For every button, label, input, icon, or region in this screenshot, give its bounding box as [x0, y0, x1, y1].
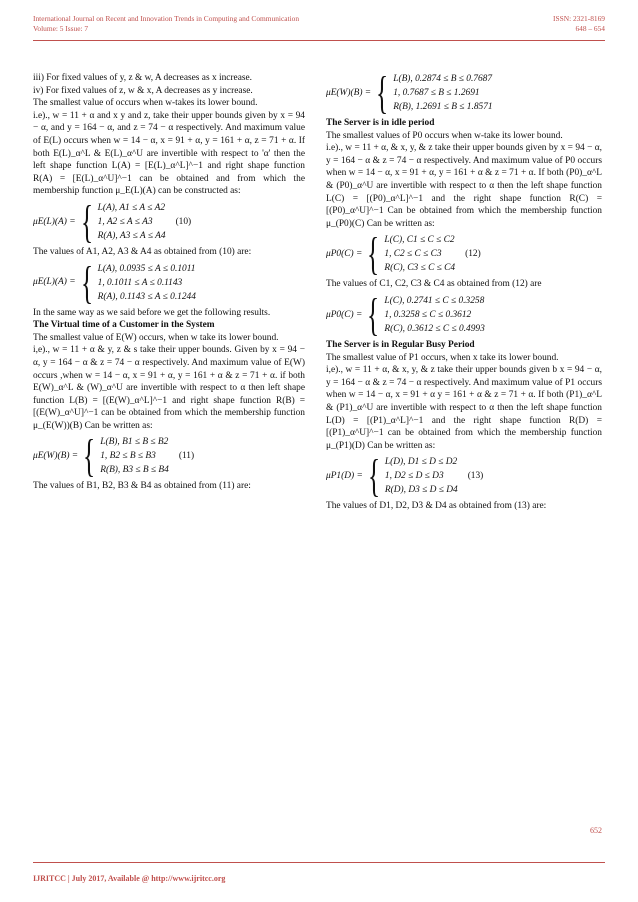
eq10-case1: L(A), A1 ≤ A ≤ A2: [97, 202, 166, 213]
eq10v-case2: 1, 0.1011 ≤ A ≤ 0.1143: [97, 277, 183, 288]
eq12-case3: R(C), C3 ≤ C ≤ C4: [384, 263, 456, 274]
equation-10: [33, 195, 305, 247]
eq12-case2: 1, C2 ≤ C ≤ C3: [384, 249, 442, 260]
section-heading-busy-period: The Server is in Regular Busy Period: [326, 339, 475, 350]
eq12v-case3: R(C), 0.3612 ≤ C ≤ 0.4993: [384, 323, 485, 334]
equation-12-values: [326, 288, 602, 340]
left-p2: iv) For fixed values of z, w & x, A decreases as y increase.: [33, 85, 253, 96]
eq11-brace: {: [83, 430, 96, 482]
eq10-number: (10): [175, 216, 192, 227]
eq10v-case1: L(A), 0.0935 ≤ A ≤ 0.1011: [97, 263, 196, 274]
eq11v-case3: R(B), 1.2691 ≤ B ≤ 1.8571: [393, 102, 493, 112]
eq11v-case1: L(B), 0.2874 ≤ B ≤ 0.7687: [393, 74, 493, 84]
eq10-case3: R(A), A3 ≤ A ≤ A4: [97, 230, 166, 241]
right-p3: The values of C1, C2, C3 & C4 as obtained from (12) are: [326, 279, 542, 290]
page-number: 652: [590, 826, 602, 835]
right-p5: i,e)., w = 11 + α, & x, y, & z take their upper bounds given b x = 94 − α, y = 164 − α & z = 74 − α respectively. And maximum value of P1 occurs when w = 14 − α, x = 91 + α y = 161 + α & z = 71 + α. If both (P1)_α^L & (P1)_α^U are invertible with respect to α then the left shape function L(D) = [(P1)_α^L]^−1 and the right shape function R(D) = [(P1)_α^U]^−1 can be obtained from which the membership function μ_(P1)(D) Can be written as:: [326, 365, 602, 451]
eq12v-case1: L(C), 0.2741 ≤ C ≤ 0.3258: [384, 295, 485, 306]
left-p6: In the same way as we said before we get the following results.: [33, 307, 271, 318]
eq12-lhs: μP0(C) =: [326, 249, 363, 260]
eq11v-case2: 1, 0.7687 ≤ B ≤ 1.2691: [393, 88, 480, 98]
equation-11: [33, 430, 305, 482]
right-p2: i.e)., w = 11 + α, & x, y, & z take their upper bounds given by x = 94 − α, y = 164 − α & z = 74 − α respectively. And maximum value of P0 occurs when w = 14 − α, x = 91 + α, y = 161 + α & z = 71 + α. If both (P0)_α^L & (P0)_α^U are invertible with respect to α then the left shape function L(C) = [(P0)_α^L]^−1 and the right shape function R(C) = [(P0)_α^U]^−1 Can be obtained from which the membership function μ_(P0)(C) Can be written as:: [326, 143, 602, 229]
eq12-case1: L(C), C1 ≤ C ≤ C2: [384, 235, 455, 246]
eq10-cases: [98, 201, 166, 243]
left-p7: The smallest value of E(W) occurs, when w take its lower bound.: [33, 332, 279, 343]
eq10v-cases: [98, 262, 196, 304]
eq11-cases: [100, 435, 169, 477]
footer-link[interactable]: http://www.ijritcc.org: [151, 874, 226, 883]
journal-volume: Volume: 5 Issue: 7: [33, 24, 89, 33]
eq11v-brace: {: [376, 67, 389, 118]
eq13-case3: R(D), D3 ≤ D ≤ D4: [384, 485, 458, 496]
left-p9: The values of B1, B2, B3 & B4 as obtained from (11) are:: [33, 481, 251, 492]
equation-11-values: [326, 67, 602, 118]
section-heading-idle-period: The Server is in idle period: [326, 118, 435, 128]
eq13-number: (13): [467, 470, 484, 481]
issn-info: [553, 14, 605, 34]
eq11-lhs: μE(W)(B) =: [33, 451, 79, 462]
eq10v-case3: R(A), 0.1143 ≤ A ≤ 0.1244: [97, 291, 196, 302]
section-heading-virtual-time: The Virtual time of a Customer in the System: [33, 320, 215, 331]
right-p4: The smallest value of P1 occurs, when x take its lower bound.: [326, 352, 559, 363]
page-footer: [33, 874, 225, 883]
right-p1: The smallest values of P0 occurs when w-take its lower bound.: [326, 130, 563, 141]
eq11v-lhs: μE(W)(B) =: [326, 87, 372, 98]
left-column: [33, 72, 305, 493]
eq12v-lhs: μP0(C) =: [326, 309, 363, 320]
equation-13: [326, 450, 602, 502]
eq13-brace: {: [367, 450, 380, 502]
footer-rule: [33, 862, 605, 863]
eq13-case1: L(D), D1 ≤ D ≤ D2: [384, 457, 458, 468]
right-p6: The values of D1, D2, D3 & D4 as obtained from (13) are:: [326, 501, 547, 512]
page-range: 648 – 654: [575, 24, 605, 33]
equation-10-values: [33, 256, 305, 308]
eq12v-brace: {: [367, 288, 380, 340]
equation-12: [326, 228, 602, 280]
left-p3: The smallest value of occurs when w-takes its lower bound.: [33, 98, 258, 109]
eq10-brace: {: [80, 195, 93, 247]
journal-info: [33, 14, 299, 34]
eq12-number: (12): [465, 249, 481, 260]
left-p4: i.e)., w = 11 + α and x y and z, take their upper bounds given by x = 94 − α, and y = 164 − α, and z = 74 − α respectively. And maximum value of E(L) occurs when w = 14 − α, x = 91 + α, y = 161 + α, z = 71 + α. If both E(L)_α^L & E(L)_α^U are invertible with respect to 'α' then the left shape function L(A) = [E(L)_α^L]^−1 and right shape function R(A) = [E(L)_α^U]^−1 can be obtained and from which the membership function μ_E(L)(A) can be constructed as:: [33, 110, 305, 197]
eq11-case3: R(B), B3 ≤ B ≤ B4: [100, 465, 169, 476]
eq13-cases: [385, 455, 458, 497]
footer-text: IJRITCC | July 2017, Available @: [33, 874, 152, 883]
eq12-cases: [384, 233, 455, 275]
eq11-case1: L(B), B1 ≤ B ≤ B2: [100, 437, 169, 448]
journal-title: International Journal on Recent and Innovation Trends in Computing and Communication: [33, 14, 300, 23]
eq12v-case2: 1, 0.3258 ≤ C ≤ 0.3612: [384, 309, 472, 320]
eq11-case2: 1, B2 ≤ B ≤ B3: [100, 451, 156, 462]
eq11v-cases: [393, 72, 492, 114]
eq10-lhs: μE(L)(A) =: [33, 216, 76, 227]
issn: ISSN: 2321-8169: [553, 14, 605, 23]
left-p8: i,e)., w = 11 + α & y, z & s take their upper bounds. Given by x = 94 − α, y = 164 − α & z = 74 − α respectively. And maximum value of E(W) occurs ,when w = 14 − α, x = 91 + α, y = 161 + α & z = 71 + α. if both E(W)_α^L & (W)_α^U are invertible with respect to α then left shape function L(B) = [(E(W)_α^L]^−1 and right shape function R(B) = [(E(W)_α^U]^−1 can be obtained from which the membership function μ_(E(W))(B) Can be written as:: [33, 345, 305, 431]
eq12v-cases: [384, 294, 484, 336]
left-p1: iii) For fixed values of y, z & w, A decreases as x increase.: [33, 73, 253, 83]
left-p5: The values of A1, A2, A3 & A4 as obtained from (10) are:: [33, 246, 252, 257]
eq10-case2: 1, A2 ≤ A ≤ A3: [97, 216, 153, 227]
eq13-lhs: μP1(D) =: [326, 470, 363, 481]
header-rule: [33, 40, 605, 41]
eq11-number: (11): [178, 451, 195, 462]
eq10v-lhs: μE(L)(A) =: [33, 277, 76, 288]
right-column: [326, 67, 602, 513]
eq10v-brace: {: [80, 256, 93, 308]
eq13-case2: 1, D2 ≤ D ≤ D3: [384, 471, 444, 482]
eq12-brace: {: [367, 228, 380, 280]
